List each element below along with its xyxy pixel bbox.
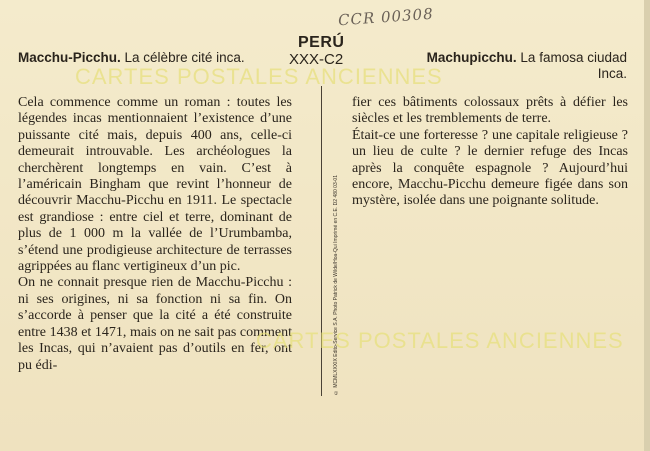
paragraph: Cela commence comme un roman : toutes les légendes incas mentionnaient l’existence d’une puissante cité mais, depuis 400 ans, celle-ci demeurait introuvable. Les archéologues la cherchèrent longtemps en vain. C’est à l’américain Bingham que revint l’honneur de découvrir Macchu-Picchu en 1911. Le spectacle est grandiose : entre ciel et terre, dominant de plus de 1 000 m la vallée de l’Urumbamba, s’étend une prodigieuse architecture de terrasses agrippées au flanc vertigineux d’un pic. xyxy=(18,95,292,275)
caption-spanish xyxy=(403,50,627,82)
caption-spanish-text: La famosa ciudad Inca. xyxy=(516,50,627,81)
body-text-right xyxy=(352,95,628,210)
handwritten-reference: CCR 00308 xyxy=(337,4,435,30)
body-text-left xyxy=(18,95,292,374)
caption-french-title: Macchu-Picchu. xyxy=(18,50,121,65)
caption-spanish-title: Machupicchu. xyxy=(426,50,517,65)
caption-french xyxy=(18,50,245,65)
watermark: CARTES POSTALES ANCIENNES xyxy=(256,328,624,353)
caption-french-text: La célèbre cité inca. xyxy=(120,50,245,65)
country-title: PERÚ xyxy=(298,34,345,51)
paragraph: Était-ce une forteresse ? une capitale religieuse ? un lieu de culte ? le dernier refuge des Incas après la conquête espagnole ? Aujourd’hui encore, Macchu-Picchu demeure figée dans son mystère, isolée dans une poignante solitude. xyxy=(352,127,628,209)
paragraph: On ne connait presque rien de Macchu-Picchu : ni ses origines, ni sa fonction ni sa fin. On s’accorde à penser que la cité a été construite entre 1438 et 1471, mais on ne sait pas comment les Incas, qui n’avaient pas d’outils en fer, ont pu édi- xyxy=(18,275,292,373)
card-edge xyxy=(644,0,650,451)
card-reference: XXX-C2 xyxy=(289,51,344,68)
publisher-credit: © MCMLXXXIX Edito-Service S.A. Photo Patrick de Wilde/Hoa-Qui Imprimé en C.E. D2 480 03-01 xyxy=(333,175,339,395)
watermark: CARTES POSTALES ANCIENNES xyxy=(75,64,443,89)
paragraph: fier ces bâtiments colossaux prêts à défier les siècles et les tremblements de terre. xyxy=(352,95,628,127)
center-divider xyxy=(321,86,322,396)
